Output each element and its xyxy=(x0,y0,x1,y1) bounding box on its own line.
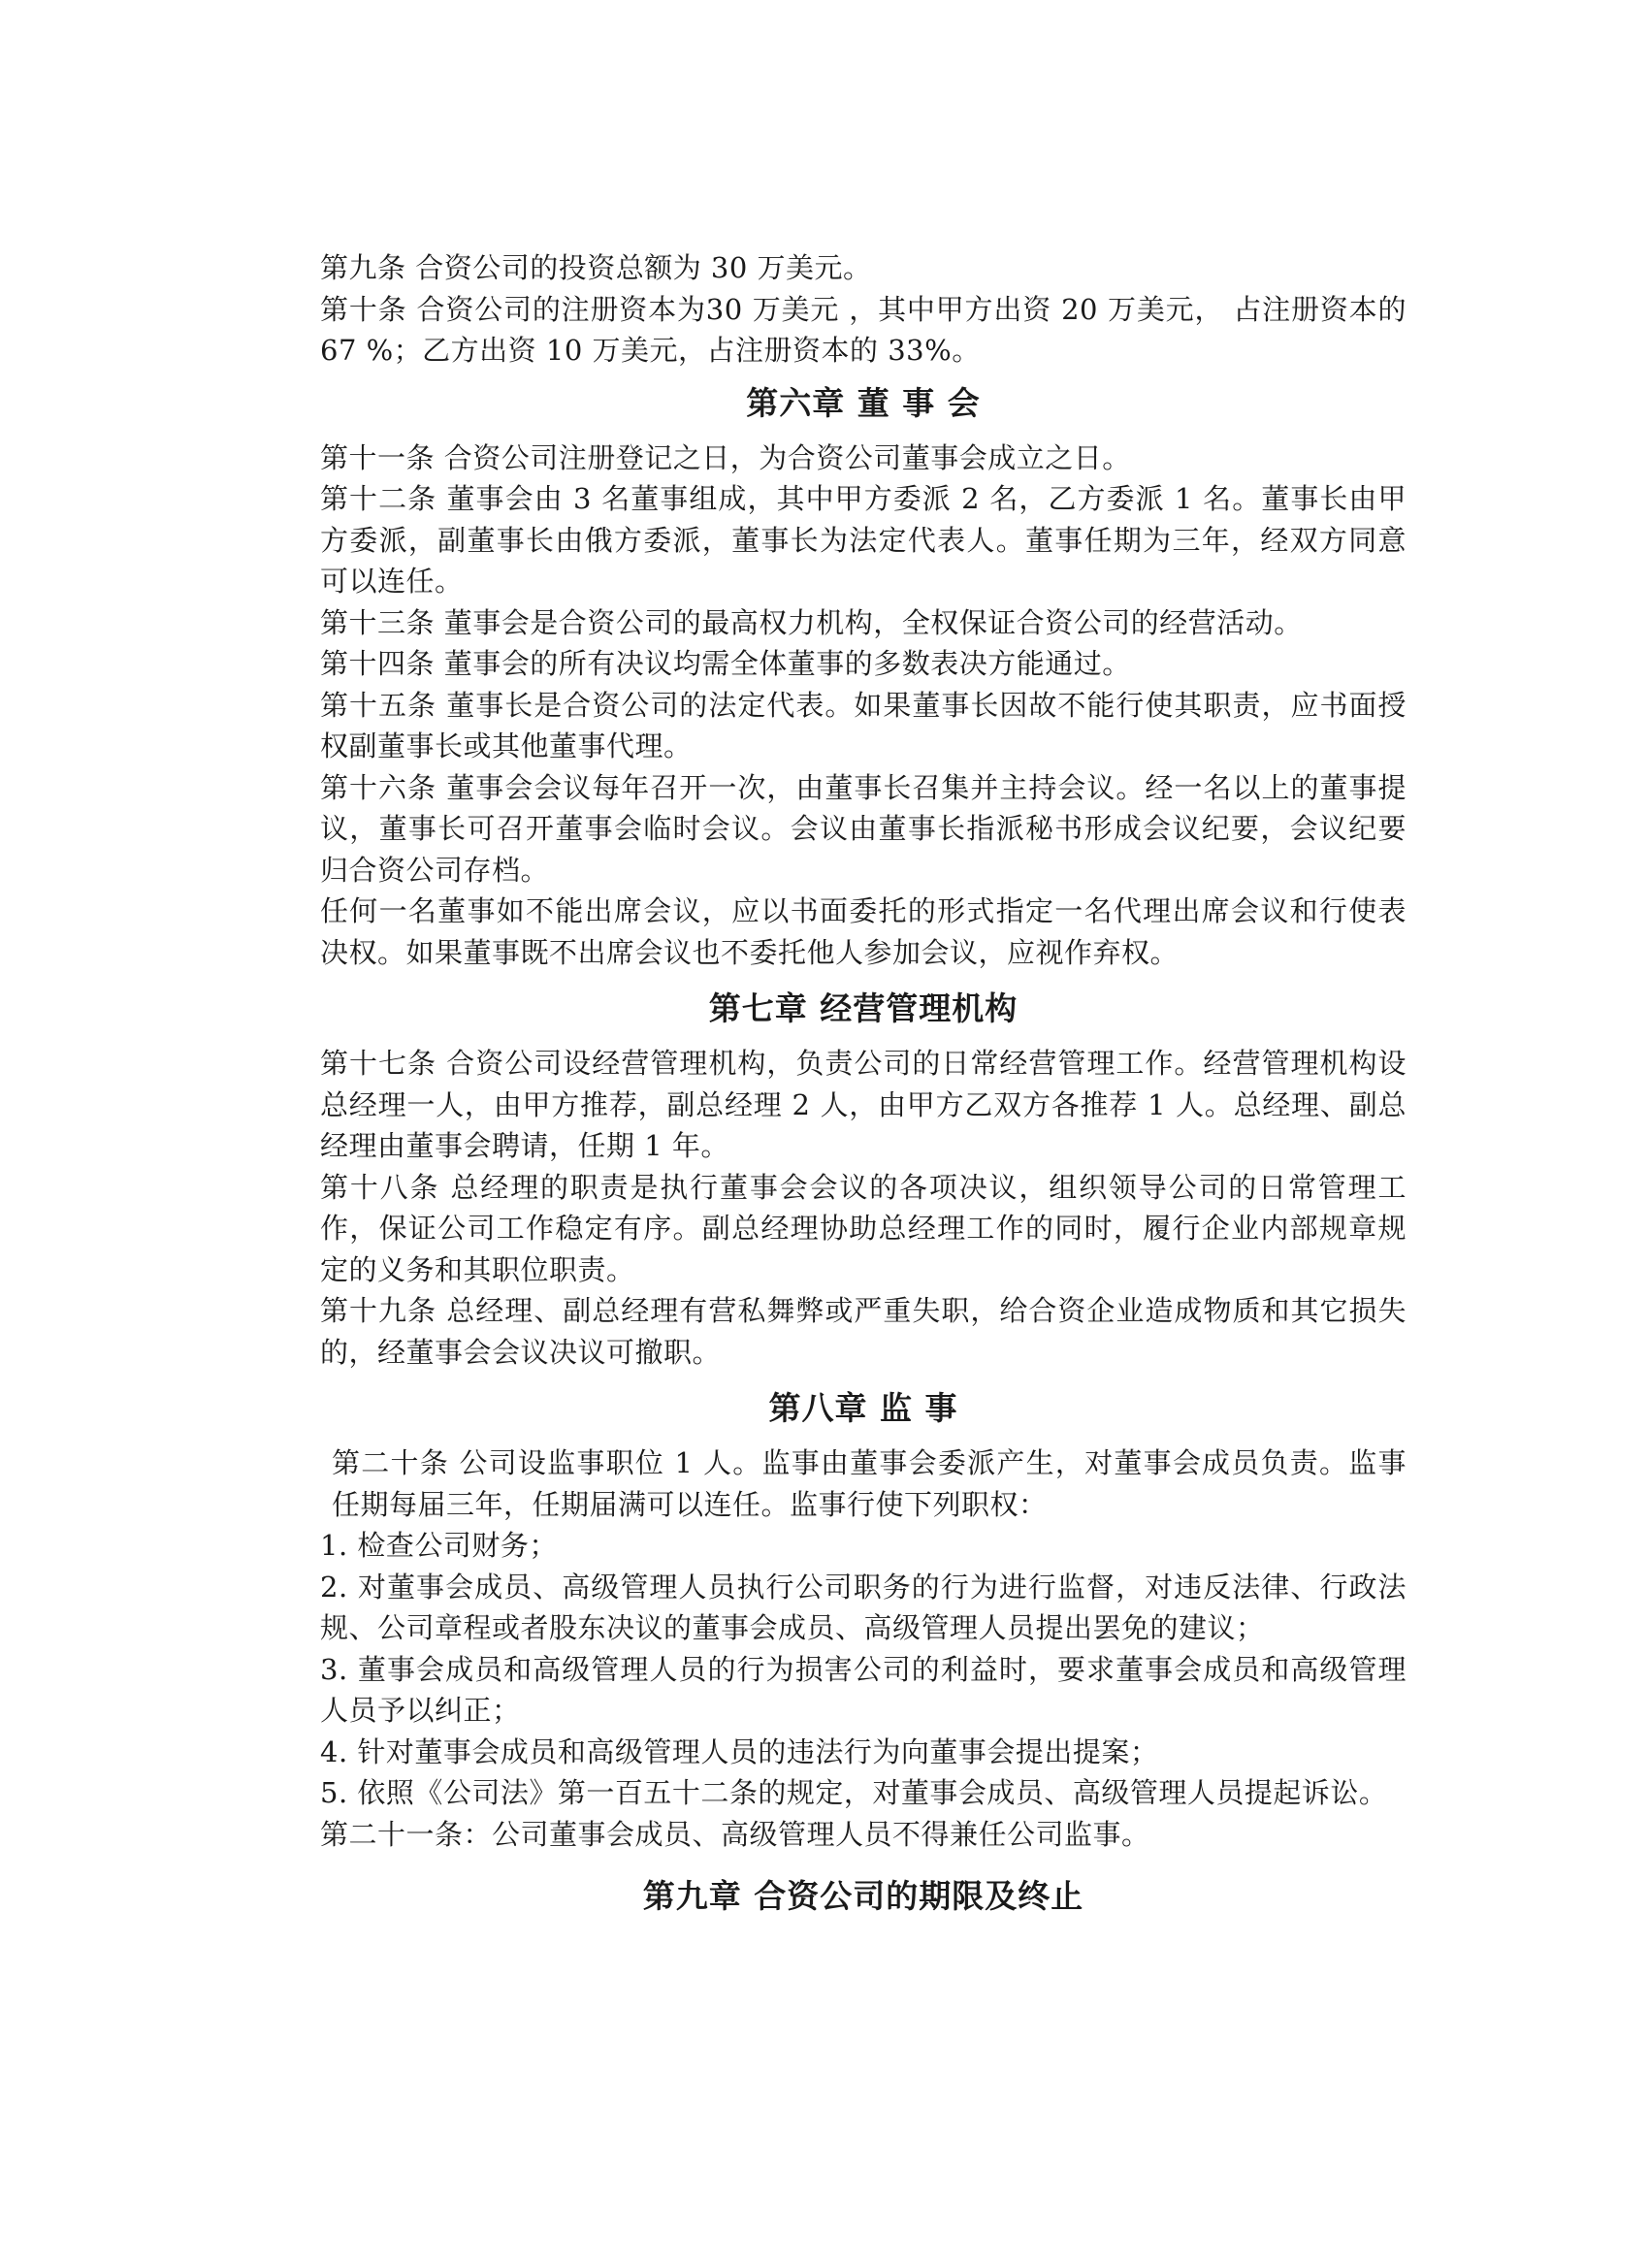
chapter-8-title: 第八章 监 事 xyxy=(768,1389,958,1427)
article-15: 第十五条 董事长是合资公司的法定代表。如果董事长因故不能行使其职责，应书面授权副董事长或其他董事代理。 xyxy=(320,688,1406,762)
article-19: 第十九条 总经理、副总经理有营私舞弊或严重失职，给合资企业造成物质和其它损失的，经董事会会议决议可撤职。 xyxy=(320,1294,1406,1369)
article-16: 第十六条 董事会会议每年召开一次，由董事长召集并主持会议。经一名以上的董事提议，董事长可召开董事会临时会议。会议由董事长指派秘书形成会议纪要，会议纪要归合资公司存档。 xyxy=(320,770,1406,887)
proxy-paragraph: 任何一名董事如不能出席会议，应以书面委托的形式指定一名代理出席会议和行使表决权。如果董事既不出席会议也不委托他人参加会议，应视作弃权。 xyxy=(320,894,1406,969)
list-item: 4. 针对董事会成员和高级管理人员的违法行为向董事会提出提案； xyxy=(320,1734,1159,1768)
list-item: 5. 依照《公司法》第一百五十二条的规定，对董事会成员、高级管理人员提起诉讼。 xyxy=(320,1776,1388,1809)
article-10: 第十条 合资公司的注册资本为30 万美元 ，其中甲方出资 20 万美元， 占注册资本的 67 %；乙方出资 10 万美元，占注册资本的 33%。 xyxy=(320,292,1406,367)
article-21: 第二十一条：公司董事会成员、高级管理人员不得兼任公司监事。 xyxy=(320,1817,1150,1851)
article-13: 第十三条 董事会是合资公司的最高权力机构，全权保证合资公司的经营活动。 xyxy=(320,605,1303,639)
list-item: 3. 董事会成员和高级管理人员的行为损害公司的利益时，要求董事会成员和高级管理人员予以纠正； xyxy=(320,1652,1406,1727)
chapter-9-title: 第九章 合资公司的期限及终止 xyxy=(642,1877,1084,1915)
supervisor-powers-list xyxy=(320,1525,1406,1814)
chapter-7-title: 第七章 经营管理机构 xyxy=(708,989,1018,1027)
document-body xyxy=(320,247,1406,1930)
article-12: 第十二条 董事会由 3 名董事组成，其中甲方委派 2 名，乙方委派 1 名。董事长由甲方委派，副董事长由俄方委派，董事长为法定代表人。董事任期为三年，经双方同意可以连任。 xyxy=(320,482,1406,598)
chapter-6-title: 第六章 董 事 会 xyxy=(746,383,981,422)
article-18: 第十八条 总经理的职责是执行董事会会议的各项决议，组织领导公司的日常管理工作，保证公司工作稳定有序。副总经理协助总经理工作的同时，履行企业内部规章规定的义务和其职位职责。 xyxy=(320,1170,1406,1286)
list-item: 2. 对董事会成员、高级管理人员执行公司职务的行为进行监督，对违反法律、行政法规、公司章程或者股东决议的董事会成员、高级管理人员提出罢免的建议； xyxy=(320,1570,1406,1644)
article-9: 第九条 合资公司的投资总额为 30 万美元。 xyxy=(320,251,872,284)
article-17: 第十七条 合资公司设经营管理机构，负责公司的日常经营管理工作。经营管理机构设总经理一人，由甲方推荐，副总经理 2 人，由甲方乙双方各推荐 1 人。总经理、副总经理由董事会聘请，任期 1 年。 xyxy=(320,1047,1406,1162)
list-item: 1. 检查公司财务； xyxy=(320,1529,558,1562)
article-14: 第十四条 董事会的所有决议均需全体董事的多数表决方能通过。 xyxy=(320,647,1131,680)
article-11: 第十一条 合资公司注册登记之日，为合资公司董事会成立之日。 xyxy=(320,440,1131,474)
article-20: 第二十条 公司设监事职位 1 人。监事由董事会委派产生，对董事会成员负责。监事任期每届三年，任期届满可以连任。监事行使下列职权： xyxy=(332,1446,1406,1521)
